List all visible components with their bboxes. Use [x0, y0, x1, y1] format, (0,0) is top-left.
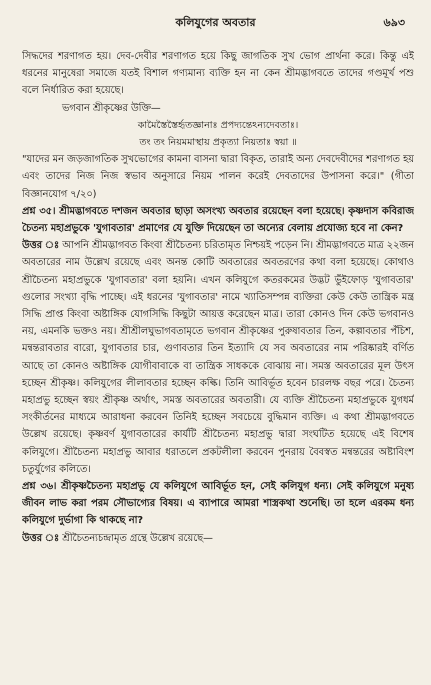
sanskrit-verse-line: কামৈস্তৈস্তৈর্হৃতজ্ঞানাঃ প্রপদ্যন্তেঽন্যদেবতাঃ। [137, 119, 299, 131]
question-35 [22, 203, 414, 237]
answer-label: উত্তর ঃ [22, 240, 60, 252]
answer-36 [22, 530, 414, 547]
page-number: ৬৯৩ [383, 16, 405, 29]
gita-intro: ভগবান শ্রীকৃষ্ণের উক্তি— [62, 102, 161, 114]
question-36 [22, 478, 414, 530]
question-label: প্রশ্ন ৩৬। [22, 481, 57, 493]
sanskrit-verse-line: তং তং নিয়মমাস্থায় প্রকৃত্যা নিয়তাঃ স্বয়া ॥ [139, 137, 297, 149]
verse-translation: "যাদের মন জড়জাগতিক সুখভোগের কামনা বাসনা দ্বারা বিকৃত, তারাই অন্য দেবদেবীদের শরণাগত হয় এবং তাদের নিজ নিজ স্বভাব অনুসারে নিয়ম পালন করেই দেবতাদের উপাসনা করে।" (গীতা বিজ্ঞানযোগ ৭/২০) [22, 154, 414, 200]
question-label: প্রশ্ন ৩৫। [22, 205, 56, 217]
answer-text: শ্রীচৈতন্যচন্দ্রামৃত গ্রন্থে উল্লেখ রয়েছে— [62, 532, 213, 544]
answer-text: আপনি শ্রীমদ্ভাগবত কিংবা শ্রীচৈতন্য চরিতামৃত নিশ্চয়ই পড়েন নি। শ্রীমদ্ভাগবতে মাত্র ২২জন অবতারের নাম উল্লেখ রয়েছে এবং অনন্ত কোটি অবতারের অবতরণের কথা বলা হয়েছে। কোথাও শ্রীচৈতন্য মহাপ্রভুকে 'যুগাবতার' বলা হয়নি। এখন কলিযুগে কতরকমের উদ্ভট ভুঁইফোড় 'যুগাবতার' গুলোর সংখ্যা বৃদ্ধি পাচ্ছে। এই ধরনের 'যুগাবতার' নামে খ্যাতিসম্পন্ন ব্যক্তিরা কেউ কেউ তান্ত্রিক মন্ত্র সিদ্ধি প্রাপ্ত কিংবা অষ্টাঙ্গিক যোগসিদ্ধি কিছুটা আয়ত্ত করেছেন মাত্র। তারা কোনও দিন কেউ ভগবানও নয়, এমনকি ভক্তও নয়। শ্রীশ্রীলঘুভাগবতামৃতে ভগবান শ্রীকৃষ্ণের পুরুষাবতার তিন, কল্পাবতার পঁচিশ, মন্বন্তরাবতার বারো, যুগাবতার চার, গুণাবতার তিন ইত্যাদি যে সব অবতারের নাম পরিষ্কারই বর্ণিত আছে তা কোনও অষ্টাঙ্গিক যোগীবাবাকে বা তান্ত্রিক সাধককে বোঝায় না। সমস্ত অবতারের মূল উৎস হচ্ছেন শ্রীকৃষ্ণ। কলিযুগের লীলাবতার হচ্ছেন কল্কি। তিনি আবির্ভূত হবেন চারলক্ষ বছর পরে। চৈতন্য মহাপ্রভু হচ্ছেন স্বয়ং শ্রীকৃষ্ণ অর্থাৎ, সমস্ত অবতারের অবতারী। যে ব্যক্তি শ্রীচৈতন্য মহাপ্রভুকে যুগধর্ম সংকীর্তনের মাধ্যমে আরাধনা করবেন তিনিই হচ্ছেন সবচেয়ে বুদ্ধিমান ব্যক্তি। এ কথা শ্রীমদ্ভাগবতে উল্লেখ রয়েছে। কৃষ্ণবর্ণ যুগাবতারের কার্যটি শ্রীচৈতন্য মহাপ্রভু দ্বারা সংঘটিত হয়েছে এই বিশেষ কলিযুগে। শ্রীচৈতন্য মহাপ্রভু আবার ধরাতলে প্রকটলীলা করবেন পুনরায় বৈবস্বত মন্বন্তরের অষ্টাবিংশ চতুর্যুগের কলিতে। [22, 240, 414, 475]
page-header [0, 14, 431, 34]
question-text: শ্রীকৃষ্ণচৈতন্য মহাপ্রভু যে কলিযুগে আবির্ভূত হন, সেই কলিযুগ ধন্য। সেই কলিযুগে মনুষ্য জীবন লাভ করা পরম সৌভাগ্যের বিষয়। এ ব্যাপারে আমরা শাস্ত্রকথা শুনেছি। তা হলে এরকম ধন্য কলিযুগে দুর্ভাগা কি থাকছে না? [22, 481, 414, 527]
question-text: শ্রীমদ্ভাগবতে দশজন অবতার ছাড়া অসংখ্য অবতার রয়েছেন বলা হয়েছে। কৃষ্ণদাস কবিরাজ চৈতন্য মহাপ্রভুকে 'যুগাবতার' প্রমাণের যে যুক্তি দিয়েছেন তা অন্যের বেলায় প্রযোজ্য হবে না কেন? [22, 205, 414, 235]
answer-label: উত্তর ঃ [22, 532, 60, 544]
answer-35 [22, 237, 414, 478]
running-title: কলিযুগের অবতার [175, 16, 256, 29]
paragraph: সিদ্ধদের শরণাগত হয়। দেব-দেবীর শরণাগত হয়ে কিছু জাগতিক সুখ ভোগ প্রার্থনা করে। কিন্তু এই ধরনের মানুষেরা সমাজে যতই বিশাল গণ্যমান্য ব্যক্তি হন না কেন শ্রীমদ্ভাগবতে তাদের গণ্ডমূর্খ পশু বলে নির্ধারিত করা হয়েছে। [22, 51, 414, 97]
page-body [22, 48, 414, 678]
